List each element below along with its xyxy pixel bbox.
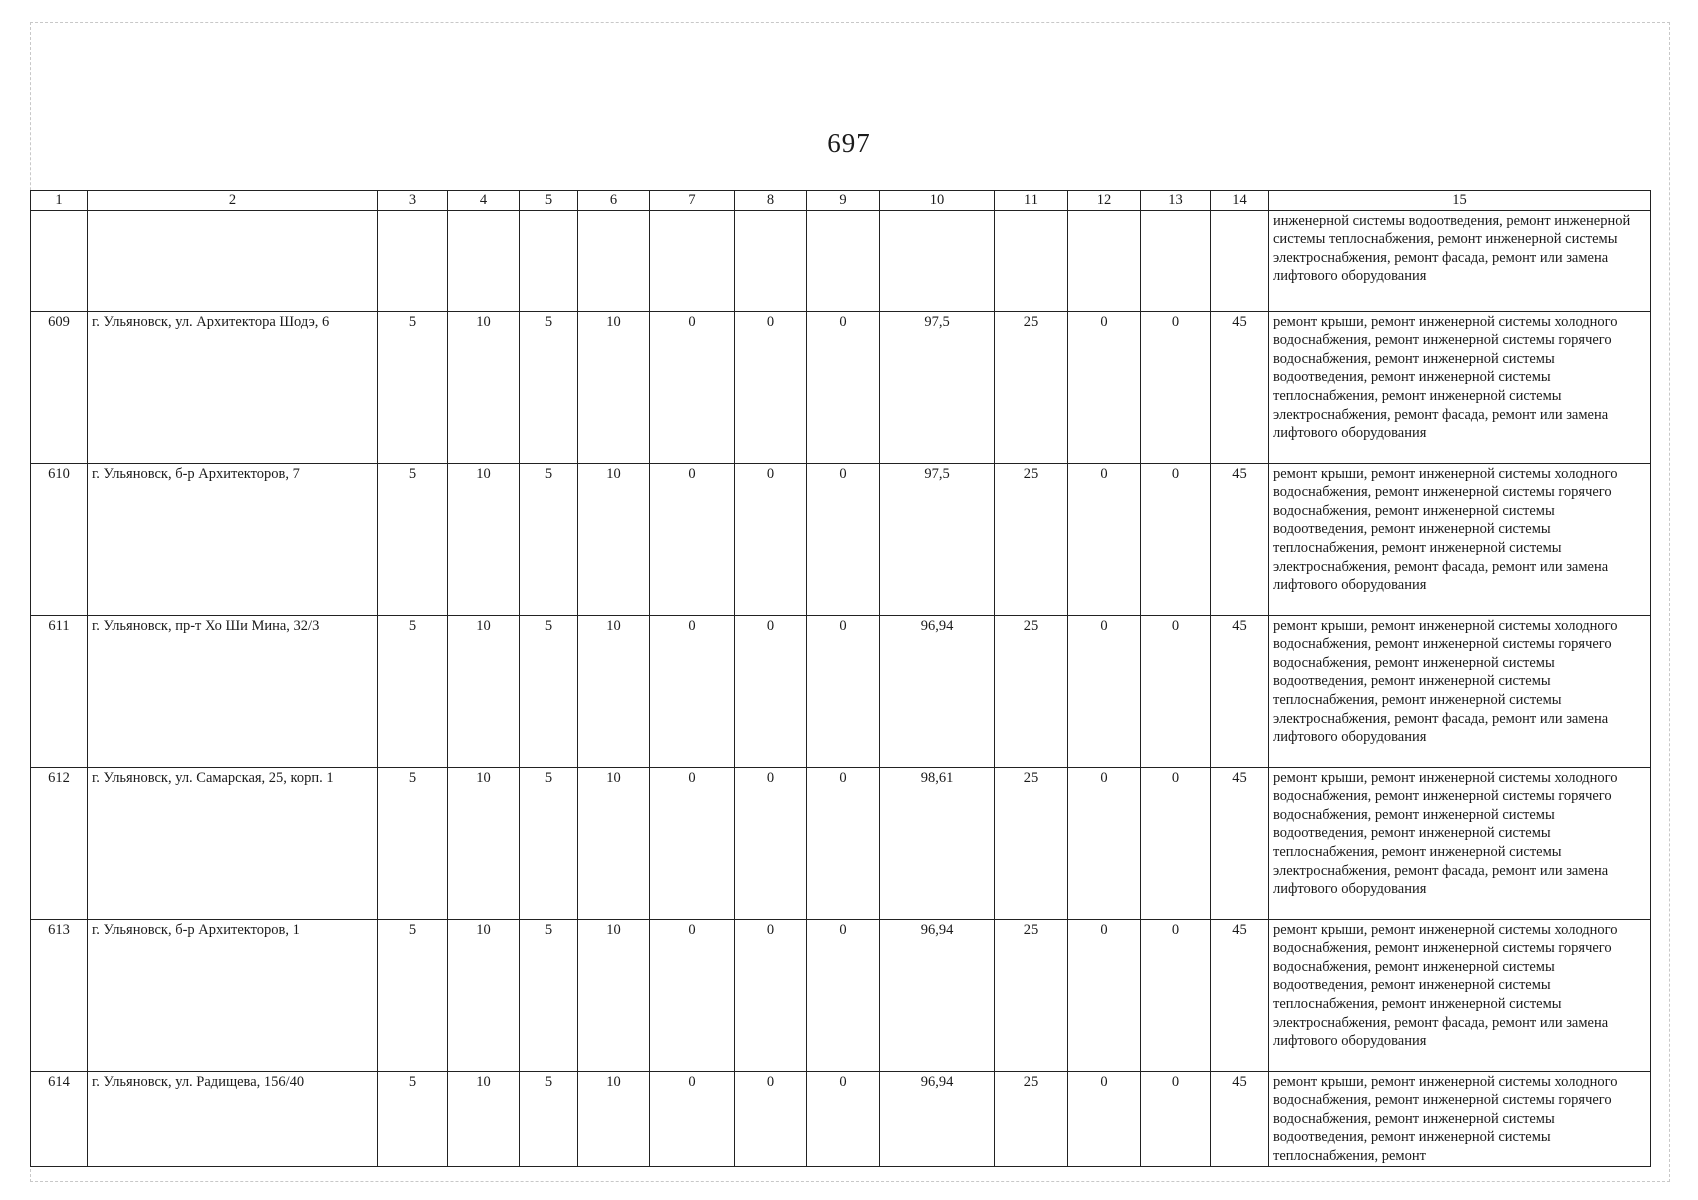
value-cell-9: 0 — [807, 615, 880, 767]
works-cell: ремонт крыши, ремонт инженерной системы холодного водоснабжения, ремонт инженерной системы горячего водоснабжения, ремонт инженерной системы водоотведения, ремонт инженерной системы теплоснабжения, ремонт — [1269, 1071, 1651, 1166]
value-cell-9: 0 — [807, 1071, 880, 1166]
value-cell-5: 5 — [520, 1071, 578, 1166]
value-cell-3: 5 — [378, 463, 448, 615]
value-cell-12: 0 — [1068, 615, 1141, 767]
value-cell-8: 0 — [735, 463, 807, 615]
address-cell: г. Ульяновск, ул. Самарская, 25, корп. 1 — [88, 767, 378, 919]
value-cell-8: 0 — [735, 767, 807, 919]
header-cell: 10 — [880, 191, 995, 211]
value-cell-14: 45 — [1211, 615, 1269, 767]
value-cell-11: 25 — [995, 463, 1068, 615]
value-cell-12: 0 — [1068, 919, 1141, 1071]
value-cell-5: 5 — [520, 919, 578, 1071]
address-cell: г. Ульяновск, ул. Радищева, 156/40 — [88, 1071, 378, 1166]
value-cell-5: 5 — [520, 767, 578, 919]
value-cell-14: 45 — [1211, 767, 1269, 919]
header-cell: 3 — [378, 191, 448, 211]
value-cell-3: 5 — [378, 615, 448, 767]
header-cell: 14 — [1211, 191, 1269, 211]
value-cell-7: 0 — [650, 919, 735, 1071]
table-row — [31, 615, 1651, 767]
repair-table — [30, 190, 1651, 1167]
value-cell-8: 0 — [735, 919, 807, 1071]
value-cell-12: 0 — [1068, 767, 1141, 919]
value-cell-4: 10 — [448, 615, 520, 767]
value-cell-3: 5 — [378, 311, 448, 463]
value-cell-7: 0 — [650, 311, 735, 463]
header-cell: 8 — [735, 191, 807, 211]
value-cell-11: 25 — [995, 767, 1068, 919]
value-cell-8: 0 — [735, 311, 807, 463]
value-cell-8: 0 — [735, 615, 807, 767]
header-cell: 2 — [88, 191, 378, 211]
header-cell: 11 — [995, 191, 1068, 211]
header-cell: 4 — [448, 191, 520, 211]
value-cell-4: 10 — [448, 767, 520, 919]
value-cell-7: 0 — [650, 1071, 735, 1166]
value-cell-3: 5 — [378, 919, 448, 1071]
value-cell-4: 10 — [448, 919, 520, 1071]
header-cell: 7 — [650, 191, 735, 211]
header-cell: 12 — [1068, 191, 1141, 211]
header-cell: 15 — [1269, 191, 1651, 211]
header-cell: 9 — [807, 191, 880, 211]
value-cell-10: 98,61 — [880, 767, 995, 919]
value-cell-7: 0 — [650, 615, 735, 767]
value-cell-6: 10 — [578, 311, 650, 463]
table-row — [31, 919, 1651, 1071]
value-cell-11: 25 — [995, 615, 1068, 767]
value-cell-14: 45 — [1211, 311, 1269, 463]
row-number: 611 — [31, 615, 88, 767]
header-cell: 6 — [578, 191, 650, 211]
value-cell-13: 0 — [1141, 463, 1211, 615]
value-cell-11: 25 — [995, 311, 1068, 463]
value-cell-4: 10 — [448, 463, 520, 615]
value-cell-6: 10 — [578, 463, 650, 615]
value-cell-13: 0 — [1141, 919, 1211, 1071]
header-cell: 5 — [520, 191, 578, 211]
value-cell-10: 96,94 — [880, 615, 995, 767]
value-cell-10: 96,94 — [880, 1071, 995, 1166]
address-cell: г. Ульяновск, б-р Архитекторов, 1 — [88, 919, 378, 1071]
value-cell-5: 5 — [520, 615, 578, 767]
value-cell-12: 0 — [1068, 1071, 1141, 1166]
table-row — [31, 311, 1651, 463]
value-cell-11: 25 — [995, 919, 1068, 1071]
value-cell-7: 0 — [650, 463, 735, 615]
value-cell-6: 10 — [578, 767, 650, 919]
row-number: 612 — [31, 767, 88, 919]
works-cell: инженерной системы водоотведения, ремонт инженерной системы теплоснабжения, ремонт инженерной системы электроснабжения, ремонт фасада, ремонт или замена лифтового оборудования — [1269, 210, 1651, 311]
value-cell-9: 0 — [807, 767, 880, 919]
value-cell-5: 5 — [520, 463, 578, 615]
address-cell: г. Ульяновск, пр-т Хо Ши Мина, 32/3 — [88, 615, 378, 767]
value-cell-6: 10 — [578, 615, 650, 767]
continuation-row — [31, 210, 1651, 311]
value-cell-10: 97,5 — [880, 311, 995, 463]
value-cell-5: 5 — [520, 311, 578, 463]
page-number: 697 — [827, 128, 871, 158]
value-cell-13: 0 — [1141, 767, 1211, 919]
value-cell-14: 45 — [1211, 1071, 1269, 1166]
header-cell: 1 — [31, 191, 88, 211]
value-cell-12: 0 — [1068, 311, 1141, 463]
row-number: 614 — [31, 1071, 88, 1166]
value-cell-10: 96,94 — [880, 919, 995, 1071]
value-cell-13: 0 — [1141, 615, 1211, 767]
value-cell-14: 45 — [1211, 919, 1269, 1071]
value-cell-14: 45 — [1211, 463, 1269, 615]
works-cell: ремонт крыши, ремонт инженерной системы холодного водоснабжения, ремонт инженерной системы горячего водоснабжения, ремонт инженерной системы водоотведения, ремонт инженерной системы теплоснабжения, ремонт инженерной системы электроснабжения, ремонт фасада, ремонт или замена лифтового оборудования — [1269, 311, 1651, 463]
header-cell: 13 — [1141, 191, 1211, 211]
value-cell-6: 10 — [578, 1071, 650, 1166]
value-cell-4: 10 — [448, 1071, 520, 1166]
table-header-row — [31, 191, 1651, 211]
value-cell-8: 0 — [735, 1071, 807, 1166]
value-cell-9: 0 — [807, 919, 880, 1071]
value-cell-12: 0 — [1068, 463, 1141, 615]
works-cell: ремонт крыши, ремонт инженерной системы холодного водоснабжения, ремонт инженерной системы горячего водоснабжения, ремонт инженерной системы водоотведения, ремонт инженерной системы теплоснабжения, ремонт инженерной системы электроснабжения, ремонт фасада, ремонт или замена лифтового оборудования — [1269, 463, 1651, 615]
value-cell-9: 0 — [807, 463, 880, 615]
works-cell: ремонт крыши, ремонт инженерной системы холодного водоснабжения, ремонт инженерной системы горячего водоснабжения, ремонт инженерной системы водоотведения, ремонт инженерной системы теплоснабжения, ремонт инженерной системы электроснабжения, ремонт фасада, ремонт или замена лифтового оборудования — [1269, 615, 1651, 767]
table-row — [31, 463, 1651, 615]
works-cell: ремонт крыши, ремонт инженерной системы холодного водоснабжения, ремонт инженерной системы горячего водоснабжения, ремонт инженерной системы водоотведения, ремонт инженерной системы теплоснабжения, ремонт инженерной системы электроснабжения, ремонт фасада, ремонт или замена лифтового оборудования — [1269, 919, 1651, 1071]
row-number: 609 — [31, 311, 88, 463]
value-cell-3: 5 — [378, 1071, 448, 1166]
address-cell: г. Ульяновск, б-р Архитекторов, 7 — [88, 463, 378, 615]
value-cell-6: 10 — [578, 919, 650, 1071]
value-cell-3: 5 — [378, 767, 448, 919]
row-number: 610 — [31, 463, 88, 615]
value-cell-13: 0 — [1141, 311, 1211, 463]
value-cell-9: 0 — [807, 311, 880, 463]
works-cell: ремонт крыши, ремонт инженерной системы холодного водоснабжения, ремонт инженерной системы горячего водоснабжения, ремонт инженерной системы водоотведения, ремонт инженерной системы теплоснабжения, ремонт инженерной системы электроснабжения, ремонт фасада, ремонт или замена лифтового оборудования — [1269, 767, 1651, 919]
table-row — [31, 1071, 1651, 1166]
value-cell-11: 25 — [995, 1071, 1068, 1166]
table-row — [31, 767, 1651, 919]
value-cell-13: 0 — [1141, 1071, 1211, 1166]
value-cell-7: 0 — [650, 767, 735, 919]
value-cell-10: 97,5 — [880, 463, 995, 615]
value-cell-4: 10 — [448, 311, 520, 463]
address-cell: г. Ульяновск, ул. Архитектора Шодэ, 6 — [88, 311, 378, 463]
row-number: 613 — [31, 919, 88, 1071]
